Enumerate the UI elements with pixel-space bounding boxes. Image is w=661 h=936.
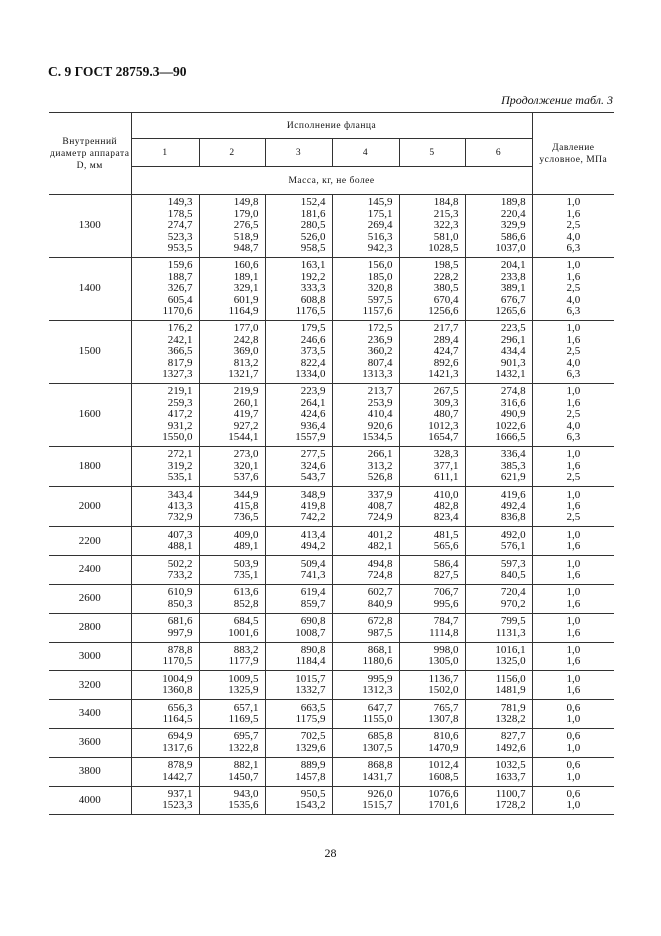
pressure-cell: 0,6 1,0	[532, 728, 614, 757]
mass-cell: 613,6 852,8	[199, 584, 265, 613]
table-row	[49, 642, 614, 671]
mass-cell: 1032,5 1633,7	[465, 757, 532, 786]
mass-cell: 160,6 189,1 329,1 601,9 1164,9	[199, 258, 265, 321]
pressure-cell: 1,0 1,6	[532, 671, 614, 700]
table-row	[49, 613, 614, 642]
mass-cell: 943,0 1535,6	[199, 786, 265, 815]
pressure-cell: 1,0 1,6	[532, 642, 614, 671]
mass-cell: 217,7 289,4 424,7 892,6 1421,3	[399, 321, 465, 384]
table-row	[49, 321, 614, 384]
mass-cell: 868,8 1431,7	[332, 757, 399, 786]
pressure-cell: 1,0 1,6 2,5 4,0 6,3	[532, 258, 614, 321]
mass-cell: 336,4 385,3 621,9	[465, 447, 532, 487]
mass-cell: 602,7 840,9	[332, 584, 399, 613]
mass-cell: 681,6 997,9	[131, 613, 199, 642]
mass-cell: 1076,6 1701,6	[399, 786, 465, 815]
mass-cell: 198,5 228,2 380,5 670,4 1256,6	[399, 258, 465, 321]
execution-number-header: 3	[265, 139, 332, 167]
mass-cell: 1009,5 1325,9	[199, 671, 265, 700]
diameter-cell: 3200	[49, 671, 131, 700]
diameter-column-header: Внутренний диаметр аппарата D, мм	[49, 113, 131, 195]
mass-cell: 410,0 482,8 823,4	[399, 487, 465, 527]
pressure-cell: 1,0 1,6	[532, 584, 614, 613]
mass-cell: 889,9 1457,8	[265, 757, 332, 786]
mass-cell: 189,8 220,4 329,9 586,6 1037,0	[465, 195, 532, 258]
mass-cell: 149,8 179,0 276,5 518,9 948,7	[199, 195, 265, 258]
diameter-cell: 2800	[49, 613, 131, 642]
table-continuation-note: Продолжение табл. 3	[501, 93, 613, 107]
mass-cell: 145,9 175,1 269,4 516,3 942,3	[332, 195, 399, 258]
mass-cell: 883,2 1177,9	[199, 642, 265, 671]
diameter-cell: 3400	[49, 700, 131, 729]
mass-cell: 343,4 413,3 732,9	[131, 487, 199, 527]
diameter-cell: 2400	[49, 556, 131, 585]
mass-cell: 926,0 1515,7	[332, 786, 399, 815]
table-row	[49, 728, 614, 757]
execution-number-header: 6	[465, 139, 532, 167]
diameter-cell: 4000	[49, 786, 131, 815]
pressure-cell: 1,0 1,6	[532, 613, 614, 642]
mass-cell: 781,9 1328,2	[465, 700, 532, 729]
mass-cell: 784,7 1114,8	[399, 613, 465, 642]
mass-cell: 597,3 840,5	[465, 556, 532, 585]
mass-subheader: Масса, кг, не более	[131, 167, 532, 195]
diameter-cell: 2200	[49, 527, 131, 556]
table-row	[49, 527, 614, 556]
mass-cell: 695,7 1322,8	[199, 728, 265, 757]
mass-cell: 1100,7 1728,2	[465, 786, 532, 815]
diameter-cell: 1500	[49, 321, 131, 384]
mass-cell: 223,9 264,1 424,6 936,4 1557,9	[265, 384, 332, 447]
mass-cell: 702,5 1329,6	[265, 728, 332, 757]
mass-cell: 827,7 1492,6	[465, 728, 532, 757]
flange-mass-table	[49, 112, 614, 815]
execution-number-header: 1	[131, 139, 199, 167]
mass-cell: 413,4 494,2	[265, 527, 332, 556]
mass-cell: 995,9 1312,3	[332, 671, 399, 700]
mass-cell: 690,8 1008,7	[265, 613, 332, 642]
mass-cell: 647,7 1155,0	[332, 700, 399, 729]
pressure-cell: 0,6 1,0	[532, 786, 614, 815]
pressure-cell: 1,0 1,6 2,5 4,0 6,3	[532, 195, 614, 258]
mass-cell: 799,5 1131,3	[465, 613, 532, 642]
mass-cell: 656,3 1164,5	[131, 700, 199, 729]
diameter-cell: 1300	[49, 195, 131, 258]
pressure-cell: 1,0 1,6	[532, 556, 614, 585]
diameter-cell: 1400	[49, 258, 131, 321]
diameter-cell: 1600	[49, 384, 131, 447]
mass-cell: 149,3 178,5 274,7 523,3 953,5	[131, 195, 199, 258]
mass-cell: 937,1 1523,3	[131, 786, 199, 815]
mass-cell: 267,5 309,3 480,7 1012,3 1654,7	[399, 384, 465, 447]
mass-cell: 492,0 576,1	[465, 527, 532, 556]
mass-cell: 1156,0 1481,9	[465, 671, 532, 700]
mass-cell: 494,8 724,8	[332, 556, 399, 585]
mass-cell: 868,1 1180,6	[332, 642, 399, 671]
mass-cell: 878,8 1170,5	[131, 642, 199, 671]
mass-cell: 586,4 827,5	[399, 556, 465, 585]
mass-cell: 685,8 1307,5	[332, 728, 399, 757]
mass-cell: 172,5 236,9 360,2 807,4 1313,3	[332, 321, 399, 384]
mass-cell: 204,1 233,8 389,1 676,7 1265,6	[465, 258, 532, 321]
mass-cell: 328,3 377,1 611,1	[399, 447, 465, 487]
table-row	[49, 671, 614, 700]
table-row	[49, 786, 614, 815]
diameter-cell: 1800	[49, 447, 131, 487]
table-row	[49, 757, 614, 786]
diameter-cell: 3000	[49, 642, 131, 671]
mass-cell: 503,9 735,1	[199, 556, 265, 585]
diameter-cell: 2600	[49, 584, 131, 613]
mass-cell: 1015,7 1332,7	[265, 671, 332, 700]
page-header-title: С. 9 ГОСТ 28759.3—90	[48, 64, 187, 79]
pressure-cell: 1,0 1,6 2,5	[532, 447, 614, 487]
pressure-cell: 1,0 1,6 2,5 4,0 6,3	[532, 384, 614, 447]
mass-cell: 1016,1 1325,0	[465, 642, 532, 671]
table-row	[49, 584, 614, 613]
mass-cell: 213,7 253,9 410,4 920,6 1534,5	[332, 384, 399, 447]
mass-cell: 619,4 859,7	[265, 584, 332, 613]
mass-cell: 277,5 324,6 543,7	[265, 447, 332, 487]
mass-cell: 509,4 741,3	[265, 556, 332, 585]
pressure-cell: 1,0 1,6	[532, 527, 614, 556]
pressure-column-header: Давление условное, МПа	[532, 113, 614, 195]
mass-cell: 177,0 242,8 369,0 813,2 1321,7	[199, 321, 265, 384]
mass-cell: 998,0 1305,0	[399, 642, 465, 671]
mass-cell: 337,9 408,7 724,9	[332, 487, 399, 527]
mass-cell: 163,1 192,2 333,3 608,8 1176,5	[265, 258, 332, 321]
pressure-cell: 0,6 1,0	[532, 757, 614, 786]
table-row	[49, 700, 614, 729]
table-row	[49, 384, 614, 447]
mass-cell: 663,5 1175,9	[265, 700, 332, 729]
mass-cell: 159,6 188,7 326,7 605,4 1170,6	[131, 258, 199, 321]
mass-cell: 409,0 489,1	[199, 527, 265, 556]
mass-cell: 419,6 492,4 836,8	[465, 487, 532, 527]
mass-cell: 657,1 1169,5	[199, 700, 265, 729]
mass-cell: 266,1 313,2 526,8	[332, 447, 399, 487]
execution-number-header: 4	[332, 139, 399, 167]
mass-cell: 481,5 565,6	[399, 527, 465, 556]
mass-cell: 401,2 482,1	[332, 527, 399, 556]
mass-cell: 272,1 319,2 535,1	[131, 447, 199, 487]
mass-cell: 765,7 1307,8	[399, 700, 465, 729]
mass-cell: 684,5 1001,6	[199, 613, 265, 642]
mass-cell: 810,6 1470,9	[399, 728, 465, 757]
mass-cell: 950,5 1543,2	[265, 786, 332, 815]
mass-cell: 179,5 246,6 373,5 822,4 1334,0	[265, 321, 332, 384]
mass-cell: 890,8 1184,4	[265, 642, 332, 671]
page-number: 28	[324, 846, 337, 860]
pressure-cell: 1,0 1,6 2,5 4,0 6,3	[532, 321, 614, 384]
mass-cell: 152,4 181,6 280,5 526,0 958,5	[265, 195, 332, 258]
mass-cell: 694,9 1317,6	[131, 728, 199, 757]
mass-cell: 344,9 415,8 736,5	[199, 487, 265, 527]
mass-cell: 878,9 1442,7	[131, 757, 199, 786]
mass-cell: 273,0 320,1 537,6	[199, 447, 265, 487]
mass-cell: 706,7 995,6	[399, 584, 465, 613]
mass-cell: 1012,4 1608,5	[399, 757, 465, 786]
mass-cell: 610,9 850,3	[131, 584, 199, 613]
mass-cell: 882,1 1450,7	[199, 757, 265, 786]
pressure-cell: 0,6 1,0	[532, 700, 614, 729]
diameter-cell: 2000	[49, 487, 131, 527]
table-row	[49, 195, 614, 258]
mass-cell: 720,4 970,2	[465, 584, 532, 613]
mass-cell: 176,2 242,1 366,5 817,9 1327,3	[131, 321, 199, 384]
mass-cell: 502,2 733,2	[131, 556, 199, 585]
table-row	[49, 487, 614, 527]
diameter-cell: 3800	[49, 757, 131, 786]
mass-cell: 219,1 259,3 417,2 931,2 1550,0	[131, 384, 199, 447]
mass-cell: 1136,7 1502,0	[399, 671, 465, 700]
execution-number-header: 5	[399, 139, 465, 167]
mass-cell: 223,5 296,1 434,4 901,3 1432,1	[465, 321, 532, 384]
mass-cell: 1004,9 1360,8	[131, 671, 199, 700]
table-row	[49, 258, 614, 321]
mass-cell: 219,9 260,1 419,7 927,2 1544,1	[199, 384, 265, 447]
table-row	[49, 447, 614, 487]
execution-number-header: 2	[199, 139, 265, 167]
mass-cell: 348,9 419,8 742,2	[265, 487, 332, 527]
execution-column-header: Исполнение фланца	[131, 113, 532, 139]
table-row	[49, 556, 614, 585]
diameter-cell: 3600	[49, 728, 131, 757]
mass-cell: 407,3 488,1	[131, 527, 199, 556]
mass-cell: 672,8 987,5	[332, 613, 399, 642]
pressure-cell: 1,0 1,6 2,5	[532, 487, 614, 527]
mass-cell: 156,0 185,0 320,8 597,5 1157,6	[332, 258, 399, 321]
mass-cell: 184,8 215,3 322,3 581,0 1028,5	[399, 195, 465, 258]
mass-cell: 274,8 316,6 490,9 1022,6 1666,5	[465, 384, 532, 447]
